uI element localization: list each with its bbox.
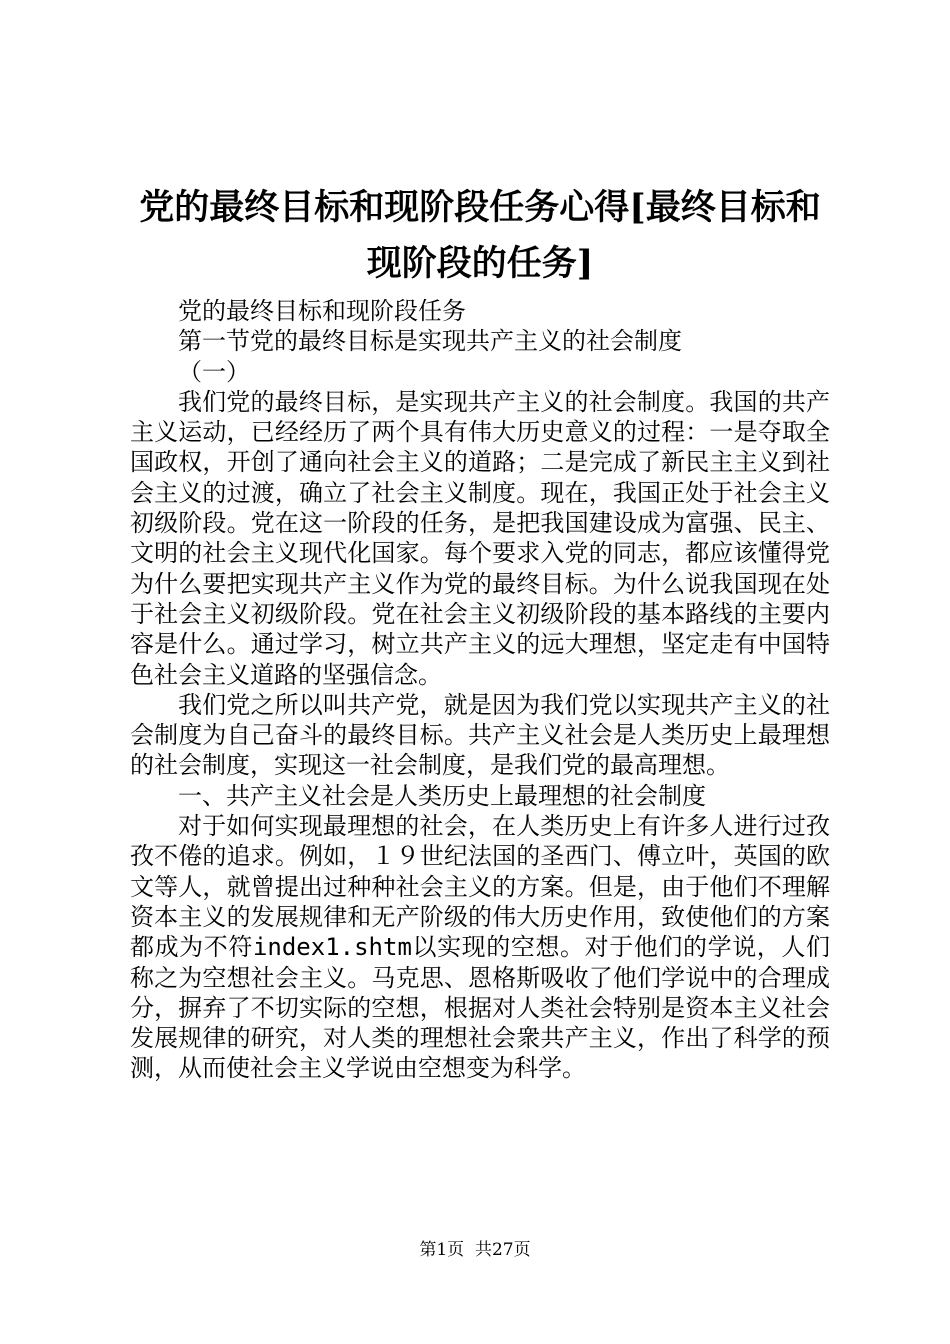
subsection-heading: 一、共产主义社会是人类历史上最理想的社会制度: [178, 781, 706, 810]
body-paragraph: 我们党的最终目标，是实现共产主义的社会制度。我国的共产主义运动，已经经历了两个具有伟大历史意义的过程：一是夺取全国政权，开创了通向社会主义的道路；二是完成了新民主主义到社会主义的过渡，确立了社会主义制度。现在，我国正处于社会主义初级阶段。党在这一阶段的任务，是把我国建设成为富强、民主、文明的社会主义现代化国家。每个要求入党的同志，都应该懂得党为什么要把实现共产主义作为党的最终目标。为什么说我国现在处于社会主义初级阶段。党在社会主义初级阶段的基本路线的主要内容是什么。通过学习，树立共产主义的远大理想，坚定走有中国特色社会主义道路的坚强信念。: [130, 387, 830, 689]
page-number-label: 第1页 共27页: [419, 1240, 531, 1260]
body-paragraph: 对于如何实现最理想的社会，在人类历史上有许多人进行过孜孜不倦的追求。例如，１９世纪法国的圣西门、傅立叶，英国的欧文等人，就曾提出过种种社会主义的方案。但是，由于他们不理解资本主义的发展规律和无产阶级的伟大历史作用，致使他们的方案都成为不符index1.shtm以实现的空想。对于他们的学说，人们称之为空想社会主义。马克思、恩格斯吸收了他们学说中的合理成分，摒弃了不切实际的空想，根据对人类社会特别是资本主义社会发展规律的研究，对人类的理想社会衆共产主义，作出了科学的预测，从而使社会主义学说由空想变为科学。: [130, 812, 830, 1083]
section-heading: 第一节党的最终目标是实现共产主义的社会制度: [178, 327, 682, 356]
document-body: [130, 296, 830, 1084]
document-title: 党的最终目标和现阶段任务心得[最终目标和现阶段的任务]: [139, 187, 821, 284]
body-paragraph: 我们党之所以叫共产党，就是因为我们党以实现共产主义的社会制度为自己奋斗的最终目标。共产主义社会是人类历史上最理想的社会制度，实现这一社会制度，是我们党的最高理想。: [130, 690, 830, 780]
subsection-marker: （一）: [178, 357, 250, 386]
page-footer: [0, 1235, 950, 1260]
subtitle-paragraph: 党的最终目标和现阶段任务: [178, 297, 466, 325]
